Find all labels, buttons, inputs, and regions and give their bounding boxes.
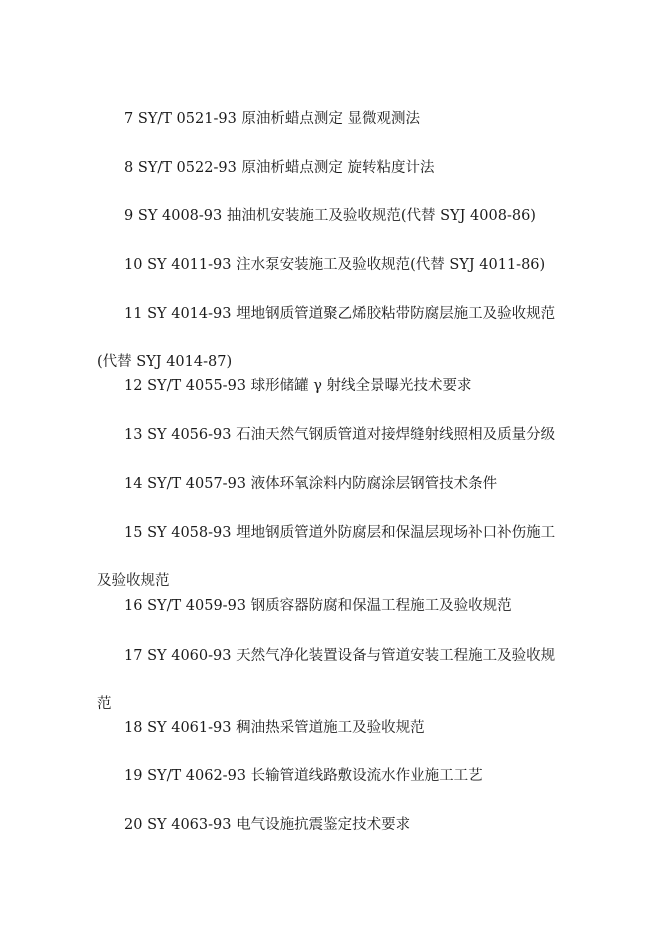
item-text: 17 SY 4060-93 天然气净化装置设备与管道安装工程施工及验收规 [119, 648, 556, 664]
item-text: 7 SY/T 0521-93 原油析蜡点测定 显微观测法 [119, 111, 421, 127]
item-text: 14 SY/T 4057-93 液体环氧涂料内防腐涂层钢管技术条件 [119, 476, 498, 492]
item-text: 8 SY/T 0522-93 原油析蜡点测定 旋转粘度计法 [119, 160, 435, 176]
item-text: 16 SY/T 4059-93 钢质容器防腐和保温工程施工及验收规范 [119, 598, 512, 614]
item-text: 9 SY 4008-93 抽油机安装施工及验收规范(代替 SYJ 4008-86) [119, 208, 536, 224]
item-text-continued: (代替 SYJ 4014-87) [97, 354, 233, 370]
item-text: 11 SY 4014-93 埋地钢质管道聚乙烯胶粘带防腐层施工及验收规范 [119, 306, 556, 322]
item-text: 12 SY/T 4055-93 球形储罐 γ 射线全景曝光技术要求 [119, 378, 472, 394]
item-text: 10 SY 4011-93 注水泵安装施工及验收规范(代替 SYJ 4011-86) [119, 257, 546, 273]
item-text: 13 SY 4056-93 石油天然气钢质管道对接焊缝射线照相及质量分级 [119, 427, 556, 443]
item-text: 15 SY 4058-93 埋地钢质管道外防腐层和保温层现场补口补伤施工 [119, 525, 556, 541]
item-text: 19 SY/T 4062-93 长输管道线路敷设流水作业施工工艺 [119, 768, 483, 784]
item-text: 20 SY 4063-93 电气设施抗震鉴定技术要求 [119, 817, 411, 833]
item-text: 18 SY 4061-93 稠油热采管道施工及验收规范 [119, 720, 425, 736]
list-item [101, 789, 567, 861]
item-text-continued: 及验收规范 [97, 573, 170, 589]
item-text-continued: 范 [97, 696, 112, 712]
